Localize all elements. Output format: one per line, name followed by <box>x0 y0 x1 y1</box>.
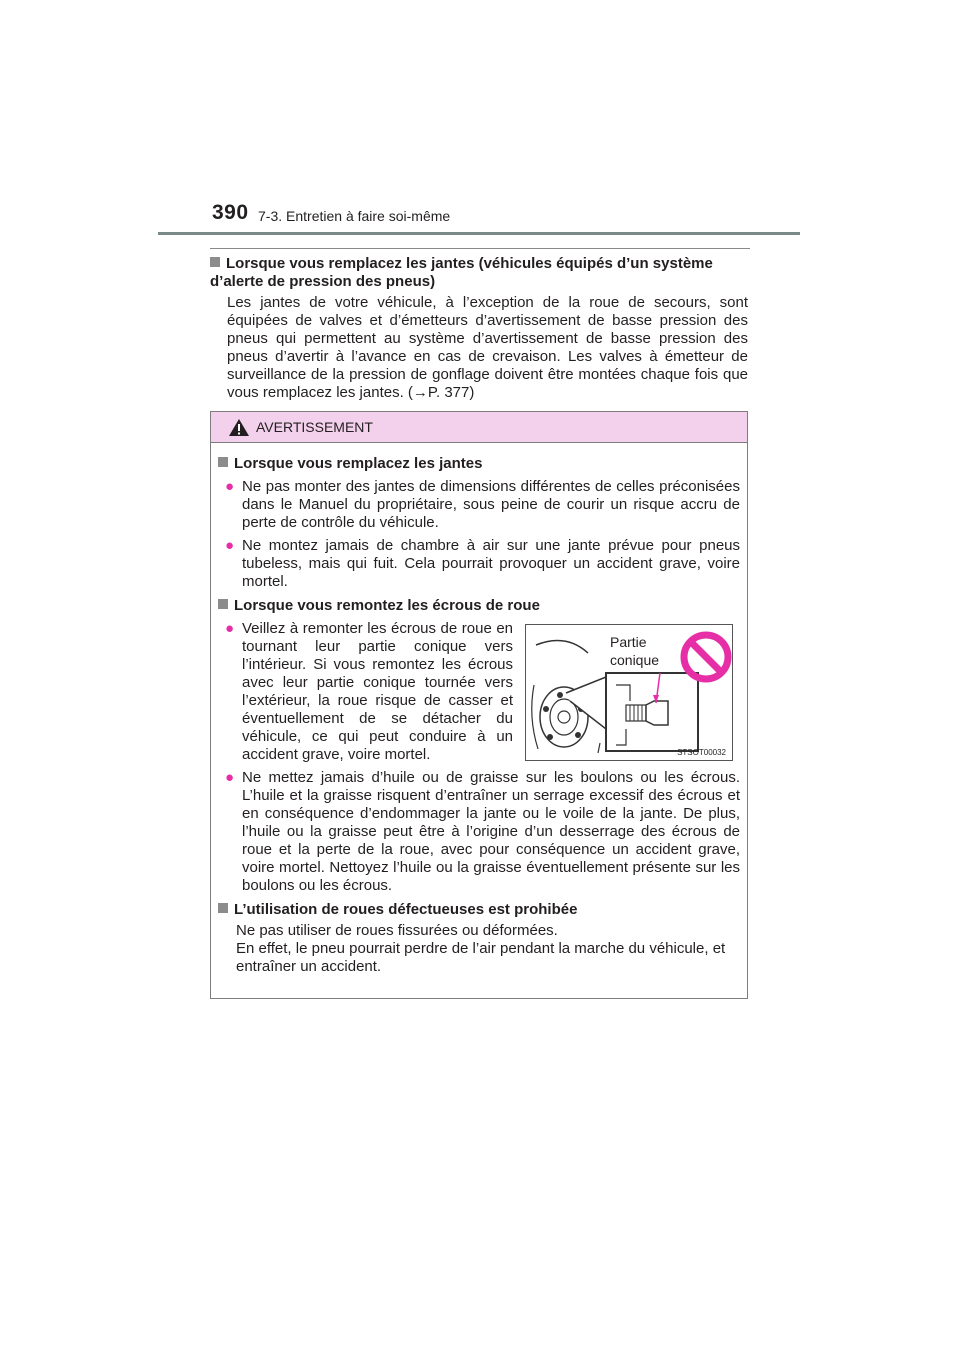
warning-triangle-icon <box>228 418 250 437</box>
warning-title: AVERTISSEMENT <box>256 419 373 435</box>
warning-section-heading: L’utilisation de roues défectueuses est prohibée <box>218 901 740 919</box>
circle-bullet-icon: ● <box>225 478 235 495</box>
list-item: ● Ne pas monter des jantes de dimensions différentes de celles préconisées dans le Manuel du propriétaire, sous peine de courir un risque accru de perte de contrôle du véhicule. <box>218 478 740 532</box>
top-rule <box>210 248 750 249</box>
square-bullet-icon <box>218 457 228 467</box>
page-header <box>0 0 960 240</box>
nut-instructions <box>218 620 740 764</box>
warning-section-heading: Lorsque vous remontez les écrous de roue <box>218 597 740 615</box>
square-bullet-icon <box>218 903 228 913</box>
list-item: ● Ne mettez jamais d’huile ou de graisse sur les boulons ou les écrous. L’huile et la graisse risquent d’entraîner un serrage excessif des écrous et en conséquence d’endommager la jante ou le voile de la jante. De plus, l’huile ou la graisse peut être à l’origine d’un desserrage des écrous de roue et la perte de la roue, avec pour conséquence un accident grave, voire mortel. Nettoyez l’huile ou la graisse éventuellement présente sur les boulons ou les écrous. <box>218 769 740 895</box>
list-item: ● Veillez à remonter les écrous de roue en tournant leur partie conique vers l’intérieur. Si vous remontez les écrous avec leur partie conique tournée vers l’extérieur, la roue risque de casser et éventuellement de se détacher du véhicule, ce qui peut conduire à un accident grave, voire mortel. <box>218 620 513 764</box>
warning-box <box>210 411 748 999</box>
wheel-nut-illustration <box>525 624 733 761</box>
circle-bullet-icon: ● <box>225 769 235 786</box>
warning-section-heading: Lorsque vous remplacez les jantes <box>218 455 740 473</box>
figure-label: Partie conique <box>610 634 660 668</box>
square-bullet-icon <box>210 257 220 267</box>
header-rule <box>158 232 800 235</box>
square-bullet-icon <box>218 599 228 609</box>
text-line: En effet, le pneu pourrait perdre de l’air pendant la marche du véhicule, et entraîner un accident. <box>236 940 726 975</box>
figure-code: STSOT00032 <box>677 748 726 757</box>
list-item: ● Ne montez jamais de chambre à air sur une jante prévue pour pneus tubeless, mais qui fuit. Cela pourrait provoquer un accident grave, voire mortel. <box>218 537 740 591</box>
circle-bullet-icon: ● <box>225 537 235 554</box>
intro-paragraph: Les jantes de votre véhicule, à l’exception de la roue de secours, sont équipées de valves et d’émetteurs d’avertissement de basse pression des pneus qui permettent au système d’avertissement de basse pression des pneus d’avertir à l’avance en cas de crevaison. Les valves à émetteur de surveillance de la pression de gonflage doivent être montées chaque fois que vous remplacez les jantes. (→P. 377) <box>227 294 748 401</box>
section-title: 7-3. Entretien à faire soi-même <box>258 208 451 224</box>
text-line: Ne pas utiliser de roues fissurées ou déformées. <box>236 922 558 939</box>
page-number: 390 <box>212 201 249 224</box>
intro-heading: Lorsque vous remplacez les jantes (véhicules équipés d’un système d’alerte de pression des pneus) <box>210 255 713 290</box>
circle-bullet-icon: ● <box>225 620 235 637</box>
intro-section <box>210 255 748 402</box>
warning-body <box>211 443 747 976</box>
warning-header <box>211 412 747 443</box>
